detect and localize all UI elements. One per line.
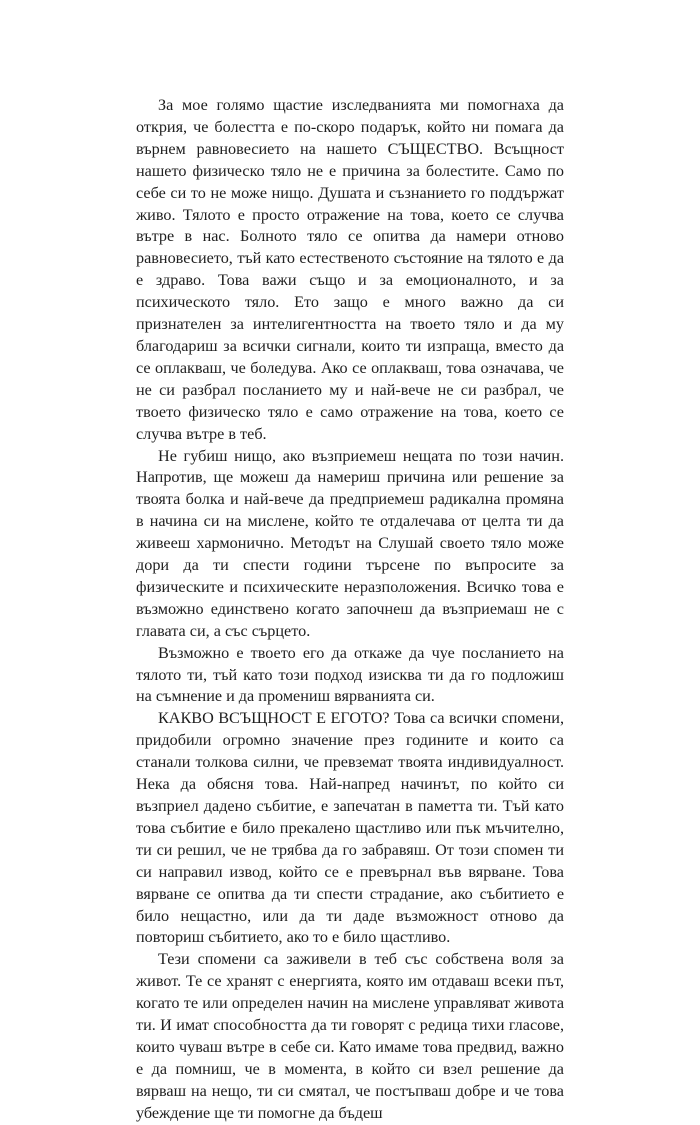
paragraph: За мое голямо щастие изследванията ми помогнаха да открия, че болестта е по-скоро подарък, който ни помага да върнем равновесието на нашето СЪЩЕСТВО. Всъщност нашето физическо тяло не е причина за болестите. Само по себе си то не може нищо. Душата и съзнанието го поддържат живо. Тялото е просто отражение на това, което се случва вътре в нас. Болното тяло се опитва да намери отново равновесието, тъй като естественото състояние на тялото е да е здраво. Това важи също и за емоционалното, и за психическото тяло. Ето защо е много важно да си признателен за интелигентността на твоето тяло и да му благодариш за всички сигнали, които ти изпраща, вместо да се оплакваш, че боледува. Ако се оплакваш, това означава, че не си разбрал посланието му и най-вече не си разбрал, че твоето физическо тяло е само отражение на това, което се случва вътре в теб. bbox=[136, 96, 564, 443]
paragraph: КАКВО ВСЪЩНОСТ Е ЕГОТО? Това са всички спомени, придобили огромно значение през годините и които са станали толкова силни, че превземат твоята индивидуалност. Нека да обясня това. Най-напред начинът, по който си възприел дадено събитие, е запечатан в паметта ти. Тъй като това събитие е било прекалено щастливо или пък мъчително, ти си решил, че не трябва да го забравяш. От този спомен ти си направил извод, който се е превърнал във вярване. Това вярване се опитва да ти спести страдание, ако събитието е било нещастно, или да ти даде възможност отново да повториш събитието, ако то е било щастливо. bbox=[136, 709, 564, 947]
paragraph: Възможно е твоето его да откаже да чуе посланието на тялото ти, тъй като този подход изисква ти да го подложиш на съмнение и да промениш вярванията си. bbox=[136, 643, 564, 706]
paragraph: Тези спомени са заживели в теб със собствена воля за живот. Те се хранят с енергията, която им отдаваш всеки път, когато те или определен начин на мислене управляват живота ти. И имат способността да ти говорят с редица тихи гласове, които чуваш вътре в себе си. Като имаме това предвид, важно е да помниш, че в момента, в който си взел решение да вярваш на нещо, ти си смятал, че постъпваш добре и че това убеждение ще ти помогне да бъдеш bbox=[136, 950, 564, 1122]
body-text bbox=[136, 95, 564, 1125]
paragraph: Не губиш нищо, ако възприемеш нещата по този начин. Напротив, ще можеш да намериш причина или решение за твоята болка и най-вече да предприемеш радикална промяна в начина си на мислене, който те отдалечава от целта ти да живееш хармонично. Методът на Слушай своето тяло може дори да ти спести години търсене по въпросите за физическите и психическите неразположения. Всичко това е възможно единствено когато започнеш да възприемаш не с главата си, а със сърцето. bbox=[136, 446, 564, 640]
